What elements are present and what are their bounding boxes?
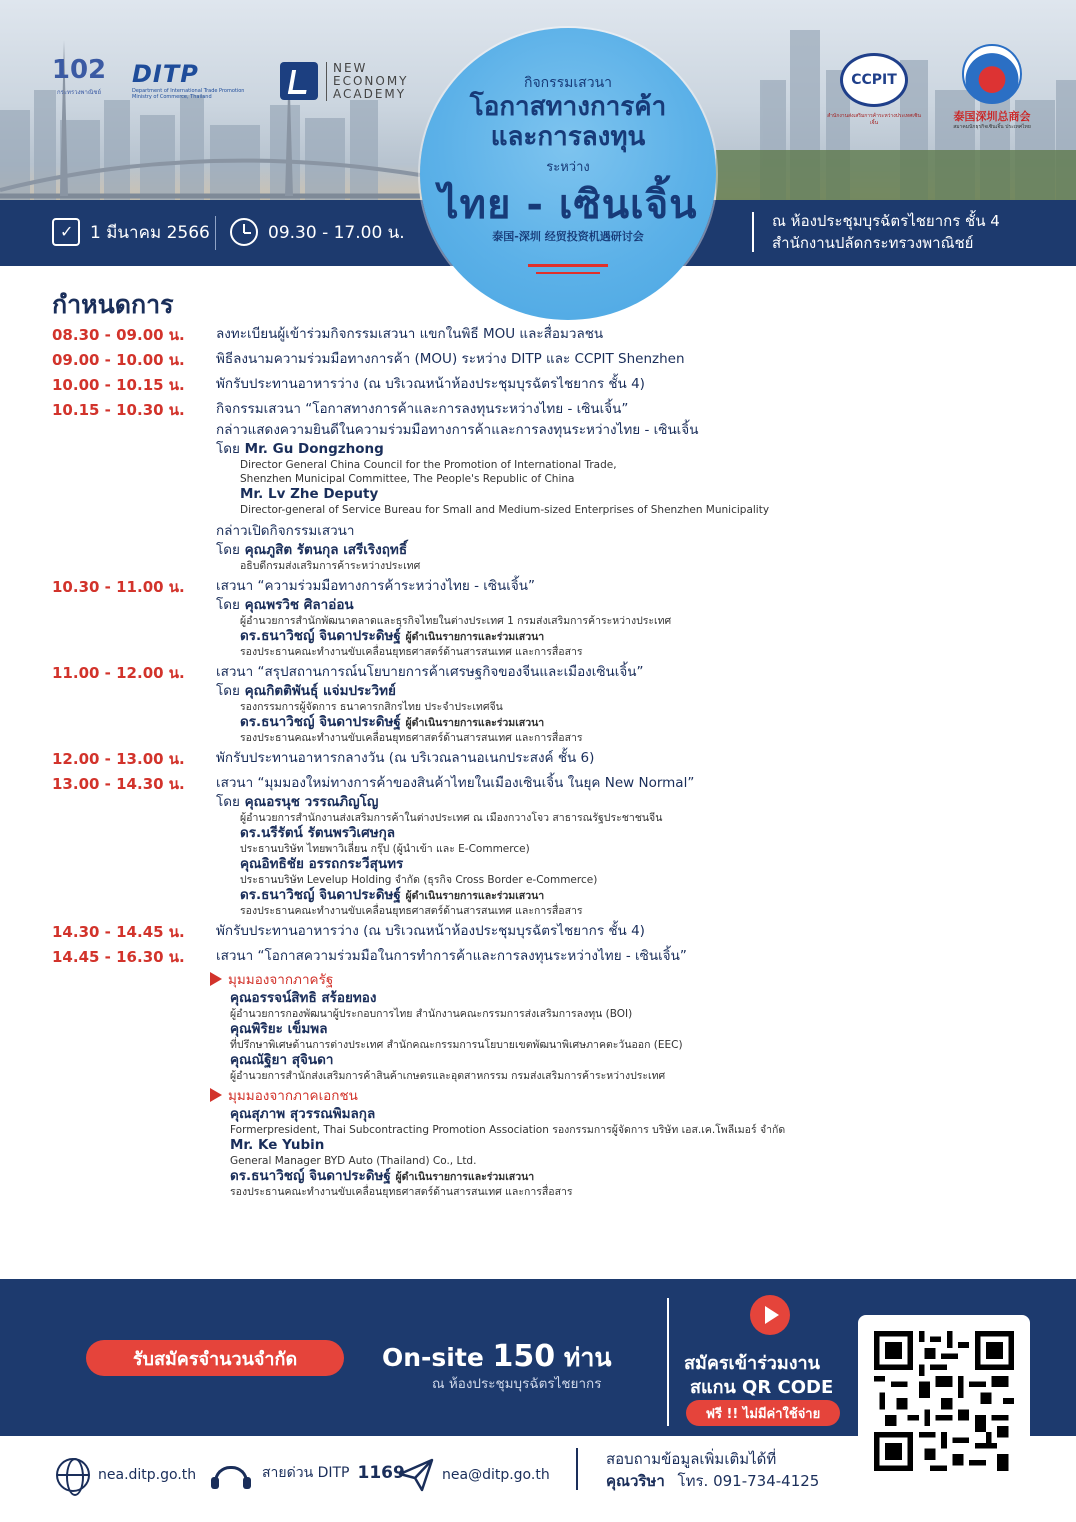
speaker-name: Mr. Gu Dongzhong — [244, 441, 384, 457]
accent-line — [528, 264, 608, 267]
schedule-row: 08.30 - 09.00 น. ลงทะเบียนผู้เข้าร่วมกิจกรรมเสวนา แขกในพิธี MOU และสื่อมวลชน — [52, 326, 604, 344]
contact-person: คุณวริษา โทร. 091-734-4125 — [606, 1472, 820, 1490]
schedule-row: 09.00 - 10.00 น. พิธีลงนามความร่วมมือทางการค้า (MOU) ระหว่าง DITP และ CCPIT Shenzhen — [52, 351, 685, 369]
play-arrow-icon — [210, 972, 222, 986]
accent-line — [536, 272, 600, 274]
speaker-name: คุณสุภาพ สุวรรณพิมลกุล — [230, 1106, 376, 1122]
title-circle: กิจกรรมเสวนา โอกาสทางการค้า และการลงทุน ระหว่าง ไทย - เซินเจิ้น 泰国-深圳 经贸投资机遇研讨会 — [420, 28, 716, 320]
speaker-name: ดร.ธนาวิชญ์ จินดาประดิษฐ์ — [240, 714, 401, 730]
play-icon — [750, 1295, 790, 1335]
speaker-name: คุณณัฐิยา สุจินดา — [230, 1052, 334, 1068]
chamber-emblem-icon — [962, 44, 1022, 104]
website-link[interactable]: nea.ditp.go.th — [56, 1458, 196, 1492]
speaker-name: คุณพรวิช ศิลาอ่อน — [244, 597, 354, 613]
hotline[interactable]: สายด่วน DITP 1169 — [214, 1458, 405, 1488]
speaker-name: คุณกิตติพันธุ์ แจ่มประวิทย์ — [244, 683, 396, 699]
schedule-row: 10.15 - 10.30 น. กิจกรรมเสวนา “โอกาสทางการค้าและการลงทุนระหว่างไทย - เซินเจิ้น” กล่าวแสดงความยินดีในความร่วมมือทางการค้าและการลงทุนระหว่างไทย - เซินเจิ้น โดย Mr. Gu Dongzhong Director General China Council for the Promotion of International Trade, Shenzhen Municipal Committee, The People's Republic of China Mr. Lv Zhe Deputy Director-general of Service Bureau for Small and Medium-sized Enterprises of Shenzhen Municipality กล่าวเปิดกิจกรรมเสวนา โดย คุณภูสิต รัตนกุล เสรีเริงฤทธิ์ อธิบดีกรมส่งเสริมการค้าระหว่างประเทศ — [52, 399, 1042, 573]
divider — [215, 216, 216, 250]
event-date: ✓ 1 มีนาคม 2566 — [52, 218, 210, 246]
event-time: 09.30 - 17.00 น. — [230, 218, 405, 246]
ditp-logo: DITP Department of International Trade Promotion Ministry of Commerce, Thailand — [132, 60, 245, 100]
speaker-name: คุณอรนุช วรรณภิญโญ — [244, 794, 379, 810]
schedule-row: 11.00 - 12.00 น. เสวนา “สรุปสถานการณ์นโยบายการค้าเศรษฐกิจของจีนและเมืองเซินเจิ้น” โดย คุณกิตติพันธุ์ แจ่มประวิทย์ รองกรรมการผู้จัดการ ธนาคารกสิกรไทย ประจำประเทศจีน ดร.ธนาวิชญ์ จินดาประดิษฐ์ ผู้ดำเนินรายการและร่วมเสวนา รองประธานคณะทำงานขับเคลื่อนยุทธศาสตร์ด้านสารสนเทศ และการสื่อสาร — [52, 664, 644, 744]
onsite-capacity: On-site 150 ท่าน — [382, 1339, 612, 1374]
divider — [752, 212, 754, 252]
schedule: 08.30 - 09.00 น. ลงทะเบียนผู้เข้าร่วมกิจกรรมเสวนา แขกในพิธี MOU และสื่อมวลชน 09.00 - 10.00 น. พิธีลงนามความร่วมมือทางการค้า (MOU) ระหว่าง DITP และ CCPIT Shenzhen 10.00 - 10.15 น. พักรับประทานอาหารว่าง (ณ บริเวณหน้าห้องประชุมบุรฉัตรไชยากร ชั้น 4) 10.15 - 10.30 น. กิจกรรมเสวนา “โอกาสทางการค้าและการลงทุนระหว่างไทย - เซินเจิ้น” กล่าวแสดงความยินดีในความร่วมมือทางการค้าและการลงทุนระหว่างไทย - เซินเจิ้น โดย Mr. Gu Dongzhong Director General China Council for the Promotion of International Trade, Shenzhen Municipal Committee, The People's Republic of China Mr. Lv Zhe Deputy Director-general of Service Bureau for Small and Medium-sized Enterprises of Shenzhen Municipality กล่าวเปิดกิจกรรมเสวนา โดย คุณภูสิต รัตนกุล เสรีเริงฤทธิ์ อธิบดีกรมส่งเสริมการค้าระหว่างประเทศ 10.30 - 11.00 น. เสวนา “ความร่วมมือทางการค้าระหว่างไทย - เซินเจิ้น” โดย คุณพรวิช ศิลาอ่อน ผู้อำนวยการสำนักพัฒนาตลาดและธุรกิจไทยในต่างประเทศ 1 กรมส่งเสริมการค้าระหว่างประเทศ ดร.ธนาวิชญ์ จินดาประดิษฐ์ ผู้ดำเนินรายการและร่วมเสวนา รองประธานคณะทำงานขับเคลื่อนยุทธศาสตร์ด้านสารสนเทศ และการสื่อสาร 11.00 - 12.00 น. เสวนา “สรุปสถานการณ์นโยบายการค้าเศรษฐกิจของจีนและเมืองเซินเจิ้น” โดย คุณกิตติพันธุ์ แจ่มประวิทย์ รองกรรมการผู้จัดการ ธนาคารกสิกรไทย ประจำประเทศจีน ดร.ธนาวิชญ์ จินดาประดิษฐ์ ผู้ดำเนินรายการและร่วมเสวนา รองประธานคณะทำงานขับเคลื่อนยุทธศาสตร์ด้านสารสนเทศ และการสื่อสาร 12.00 - 13.00 น. พักรับประทานอาหารกลางวัน (ณ บริเวณลานอเนกประสงค์ ชั้น 6) 13.00 - 14.30 น. เสวนา “มุมมองใหม่ทางการค้าของสินค้าไทยในเมืองเซินเจิ้น ในยุค New Normal” โดย คุณอรนุช วรรณภิญโญ ผู้อำนวยการสำนักงานส่งเสริมการค้าในต่างประเทศ ณ เมืองกวางโจว สาธารณรัฐประชาชนจีน ดร.นรีรัตน์ รัตนพรวิเศษกุล ประธานบริษัท ไทยพาวิเลี่ยน กรุ๊ป (ผู้นำเข้า และ E-Commerce) คุณอิทธิชัย อรรถกระวีสุนทร ประธานบริษัท Levelup Holding จำกัด (ธุรกิจ Cross Border e-Commerce) ดร.ธนาวิชญ์ จินดาประดิษฐ์ ผู้ดำเนินรายการและร่วมเสวนา รองประธานคณะทำงานขับเคลื่อนยุทธศาสตร์ด้านสารสนเทศ และการสื่อสาร 14.30 - 14.45 น. พักรับประทานอาหารว่าง (ณ บริเวณหน้าห้องประชุมบุรฉัตรไชยากร ชั้น 4) 14.45 - 16.30 น. เสวนา “โอกาสความร่วมมือในการทำการค้าและการลงทุนระหว่างไทย - เซินเจิ้น” มุมมองจากภาครัฐ คุณอรรจน์สิทธิ สร้อยทอง ผู้อำนวยการกองพัฒนาผู้ประกอบการไทย สำนักงานคณะกรรมการส่งเสริมการลงทุน (BOI) คุณพิริยะ เข็มพล ที่ปรึกษาพิเศษด้านการต่างประเทศ สำนักคณะกรรมการนโยบายเขตพัฒนาพิเศษภาคตะวันออก (EEC) คุณณัฐิยา สุจินดา ผู้อำนวยการสำนักส่งเสริมการค้าสินค้าเกษตรและอุตสาหกรรม กรมส่งเสริมการค้าระหว่างประเทศ มุมมองจากภาคเอกชน คุณสุภาพ สุวรรณพิมลกุล Formerpresident, Thai Subcontracting Promotion Association รองกรรมการผู้จัดการ บริษัท เอส.เค.โพลีเมอร์ จำกัด Mr. Ke Yubin General Manager BYD Auto (Thailand) Co., Ltd. ดร.ธนาวิชญ์ จินดาประดิษฐ์ ผู้ดำเนินรายการและร่วมเสวนา รองประธานคณะทำงานขับเคลื่อนยุทธศาสตร์ด้านสารสนเทศ และการสื่อสาร — [52, 324, 1042, 1199]
speaker-name: ดร.นรีรัตน์ รัตนพรวิเศษกุล — [240, 825, 396, 841]
shenzhen-chamber-logo: 泰国深圳总商会 สมาคมนักธุรกิจเซินเจิ้น ประเทศไทย — [940, 38, 1044, 136]
private-perspective-label: มุมมองจากภาคเอกชน — [210, 1087, 1042, 1106]
event-headline: ไทย - เซินเจิ้น — [438, 182, 698, 228]
schedule-row: 10.00 - 10.15 น. พักรับประทานอาหารว่าง (ณ บริเวณหน้าห้องประชุมบุรฉัตรไชยากร ชั้น 4) — [52, 376, 645, 394]
schedule-row: 10.30 - 11.00 น. เสวนา “ความร่วมมือทางการค้าระหว่างไทย - เซินเจิ้น” โดย คุณพรวิช ศิลาอ่อน ผู้อำนวยการสำนักพัฒนาตลาดและธุรกิจไทยในต่างประเทศ 1 กรมส่งเสริมการค้าระหว่างประเทศ ดร.ธนาวิชญ์ จินดาประดิษฐ์ ผู้ดำเนินรายการและร่วมเสวนา รองประธานคณะทำงานขับเคลื่อนยุทธศาสตร์ด้านสารสนเทศ และการสื่อสาร — [52, 578, 672, 658]
speaker-name: ดร.ธนาวิชญ์ จินดาประดิษฐ์ — [240, 887, 401, 903]
poster: 102 กระทรวงพาณิชย์ DITP Department of International Trade Promotion Ministry of Commerce, Thailand NEW ECONOMY ACADEMY CCPIT สำนักงานส่งเสริมการค้าระหว่างประเทศเซินเจิ้น 泰国深圳总商会 สมาคมนักธุรกิจเซินเจิ้น ประเทศไทย ✓ 1 มีนาคม 2566 09.30 - 17.00 น. ณ ห้องประชุมบุรฉัตรไชยากร ชั้น 4 สำนักงานปลัดกระทรวงพาณิชย์ กิจกรรมเสวนา โอกาสทางการค้า และการลงทุน ระหว่าง ไทย - เซินเจิ้น 泰国-深圳 经贸投资机遇研讨会 กำหนดการ 08.30 - 09.00 น. ลงทะเบียนผู้เข้าร่วมกิจกรรมเสวนา แขกในพิธี MOU และสื่อมวลชน 09.00 - 10.00 น. พิธีลงนามความร่วมมือทางการค้า (MOU) ระหว่าง DITP และ CCPIT Shenzhen 10.00 - 10.15 น. พักรับประทานอาหารว่าง (ณ บริเวณหน้าห้องประชุมบุรฉัตรไชยากร ชั้น 4) 10.15 - 10.30 น. กิจกรรมเสวนา “โอกาสทางการค้าและการลงทุนระหว่างไทย - เซินเจิ้น” กล่าวแสดงความยินดีในความร่วมมือทางการค้าและการลงทุนระหว่างไทย - เซินเจิ้น โดย Mr. Gu Dongzhong Director General China Council for the Promotion of International Trade, Shenzhen Municipal Committee, The People's Republic of China Mr. Lv Zhe Deputy Director-general of Service Bureau for Small and Medium-sized Enterprises of Shenzhen Municipality กล่าวเปิดกิจกรรมเสวนา โดย คุณภูสิต รัตนกุล เสรีเริงฤทธิ์ อธิบดีกรมส่งเสริมการค้าระหว่างประเทศ 10.30 - 11.00 น. เสวนา “ความร่วมมือทางการค้าระหว่างไทย - เซินเจิ้น” โดย คุณพรวิช ศิลาอ่อน ผู้อำนวยการสำนักพัฒนาตลาดและธุรกิจไทยในต่างประเทศ 1 กรมส่งเสริมการค้าระหว่างประเทศ ดร.ธนาวิชญ์ จินดาประดิษฐ์ ผู้ดำเนินรายการและร่วมเสวนา รองประธานคณะทำงานขับเคลื่อนยุทธศาสตร์ด้านสารสนเทศ และการสื่อสาร 11.00 - 12.00 น. เสวนา “สรุปสถานการณ์นโยบายการค้าเศรษฐกิจของจีนและเมืองเซินเจิ้น” โดย คุณกิตติพันธุ์ แจ่มประวิทย์ รองกรรมการผู้จัดการ ธนาคารกสิกรไทย ประจำประเทศจีน ดร.ธนาวิชญ์ จินดาประดิษฐ์ ผู้ดำเนินรายการและร่วมเสวนา รองประธานคณะทำงานขับเคลื่อนยุทธศาสตร์ด้านสารสนเทศ และการสื่อสาร 12.00 - 13.00 น. พักรับประทานอาหารกลางวัน (ณ บริเวณลานอเนกประสงค์ ชั้น 6) 13.00 - 14.30 น. เสวนา “มุมมองใหม่ทางการค้าของสินค้าไทยในเมืองเซินเจิ้น ในยุค New Normal” โดย คุณอรนุช วรรณภิญโญ ผู้อำนวยการสำนักงานส่งเสริมการค้าในต่างประเทศ ณ เมืองกวางโจว สาธารณรัฐประชาชนจีน ดร.นรีรัตน์ รัตนพรวิเศษกุล ประธานบริษัท ไทยพาวิเลี่ยน กรุ๊ป (ผู้นำเข้า และ E-Commerce) คุณอิทธิชัย อรรถกระวีสุนทร ประธานบริษัท Levelup Holding จำกัด (ธุรกิจ Cross Border e-Commerce) ดร.ธนาวิชญ์ จินดาประดิษฐ์ ผู้ดำเนินรายการและร่วมเสวนา รองประธานคณะทำงานขับเคลื่อนยุทธศาสตร์ด้านสารสนเทศ และการสื่อสาร 14.30 - 14.45 น. พักรับประทานอาหารว่าง (ณ บริเวณหน้าห้องประชุมบุรฉัตรไชยากร ชั้น 4) 14.45 - 16.30 น. เสวนา “โอกาสความร่วมมือในการทำการค้าและการลงทุนระหว่างไทย - เซินเจิ้น” มุมมองจากภาครัฐ คุณอรรจน์สิทธิ สร้อยทอง ผู้อำนวยการกองพัฒนาผู้ประกอบการไทย สำนักงานคณะกรรมการส่งเสริมการลงทุน (BOI) คุณพิริยะ เข็มพล ที่ปรึกษาพิเศษด้านการต่างประเทศ สำนักคณะกรรมการนโยบายเขตพัฒนาพิเศษภาคตะวันออก (EEC) คุณณัฐิยา สุจินดา ผู้อำนวยการสำนักส่งเสริมการค้าสินค้าเกษตรและอุตสาหกรรม กรมส่งเสริมการค้าระหว่างประเทศ มุมมองจากภาคเอกชน คุณสุภาพ สุวรรณพิมลกุล Formerpresident, Thai Subcontracting Promotion Association รองกรรมการผู้จัดการ บริษัท เอส.เค.โพลีเมอร์ จำกัด Mr. Ke Yubin General Manager BYD Auto (Thailand) Co., Ltd. ดร.ธนาวิชญ์ จินดาประดิษฐ์ ผู้ดำเนินรายการและร่วมเสวนา รองประธานคณะทำงานขับเคลื่อนยุทธศาสตร์ด้านสารสนเทศ และการสื่อสาร รับสมัครจำนวนจำกัด On-site 150 ท่าน ณ ห้องประชุมบุรฉัตรไชยากร สมัครเข้าร่วมงาน สแกน QR CODE ฟรี !! ไม่มีค่าใช้จ่าย nea.ditp.go.th สายด่วน DITP 1169 nea@ditp.go.th สอบถามข้อมูลเพิ่มเติมได้ที่ คุณวริษา โทร. 091-734-4125 — [0, 0, 1076, 1522]
speaker-name: Mr. Lv Zhe Deputy — [240, 486, 379, 502]
nea-mark-icon — [280, 62, 318, 100]
schedule-row: 14.45 - 16.30 น. เสวนา “โอกาสความร่วมมือในการทำการค้าและการลงทุนระหว่างไทย - เซินเจิ้น” — [52, 948, 687, 966]
speaker-name: คุณภูสิต รัตนกุล เสรีเริงฤทธิ์ — [244, 542, 408, 558]
schedule-row: 12.00 - 13.00 น. พักรับประทานอาหารกลางวัน (ณ บริเวณลานอเนกประสงค์ ชั้น 6) — [52, 750, 595, 768]
clock-icon — [230, 218, 258, 246]
moc-102-logo: 102 กระทรวงพาณิชย์ — [51, 55, 107, 96]
globe-icon — [56, 1458, 90, 1492]
speaker-name: ดร.ธนาวิชญ์ จินดาประดิษฐ์ — [230, 1168, 391, 1184]
schedule-row: 14.30 - 14.45 น. พักรับประทานอาหารว่าง (ณ บริเวณหน้าห้องประชุมบุรฉัตรไชยากร ชั้น 4) — [52, 923, 645, 941]
divider — [667, 1298, 669, 1426]
send-icon — [398, 1458, 434, 1492]
free-badge: ฟรี !! ไม่มีค่าใช้จ่าย — [686, 1400, 840, 1426]
speaker-name: คุณอรรจน์สิทธิ สร้อยทอง — [230, 990, 377, 1006]
government-perspective-label: มุมมองจากภาครัฐ — [210, 971, 1042, 990]
calendar-icon — [52, 218, 80, 246]
email-link[interactable]: nea@ditp.go.th — [398, 1458, 550, 1492]
ccpit-logo: CCPIT สำนักงานส่งเสริมการค้าระหว่างประเทศเซินเจิ้น — [826, 44, 922, 136]
speaker-name: Mr. Ke Yubin — [230, 1137, 325, 1153]
headset-icon — [214, 1466, 248, 1488]
registration-qr-code[interactable] — [858, 1315, 1030, 1487]
divider — [576, 1448, 578, 1490]
speaker-name: ดร.ธนาวิชญ์ จินดาประดิษฐ์ — [240, 628, 401, 644]
qr-code-icon — [874, 1331, 1014, 1471]
schedule-row: 13.00 - 14.30 น. เสวนา “มุมมองใหม่ทางการค้าของสินค้าไทยในเมืองเซินเจิ้น ในยุค New Normal” โดย คุณอรนุช วรรณภิญโญ ผู้อำนวยการสำนักงานส่งเสริมการค้าในต่างประเทศ ณ เมืองกวางโจว สาธารณรัฐประชาชนจีน ดร.นรีรัตน์ รัตนพรวิเศษกุล ประธานบริษัท ไทยพาวิเลี่ยน กรุ๊ป (ผู้นำเข้า และ E-Commerce) คุณอิทธิชัย อรรถกระวีสุนทร ประธานบริษัท Levelup Holding จำกัด (ธุรกิจ Cross Border e-Commerce) ดร.ธนาวิชญ์ จินดาประดิษฐ์ ผู้ดำเนินรายการและร่วมเสวนา รองประธานคณะทำงานขับเคลื่อนยุทธศาสตร์ด้านสารสนเทศ และการสื่อสาร — [52, 773, 1042, 918]
new-economy-academy-logo: NEW ECONOMY ACADEMY — [280, 58, 410, 104]
limited-seats-badge: รับสมัครจำนวนจำกัด — [86, 1340, 344, 1376]
event-title: โอกาสทางการค้า และการลงทุน — [469, 92, 667, 152]
schedule-title: กำหนดการ — [52, 290, 174, 319]
event-venue: ณ ห้องประชุมบุรฉัตรไชยากร ชั้น 4 สำนักงานปลัดกระทรวงพาณิชย์ — [772, 212, 1000, 252]
speaker-name: คุณอิทธิชัย อรรถกระวีสุนทร — [240, 856, 404, 872]
speaker-name: คุณพิริยะ เข็มพล — [230, 1021, 328, 1037]
play-arrow-icon — [210, 1088, 222, 1102]
